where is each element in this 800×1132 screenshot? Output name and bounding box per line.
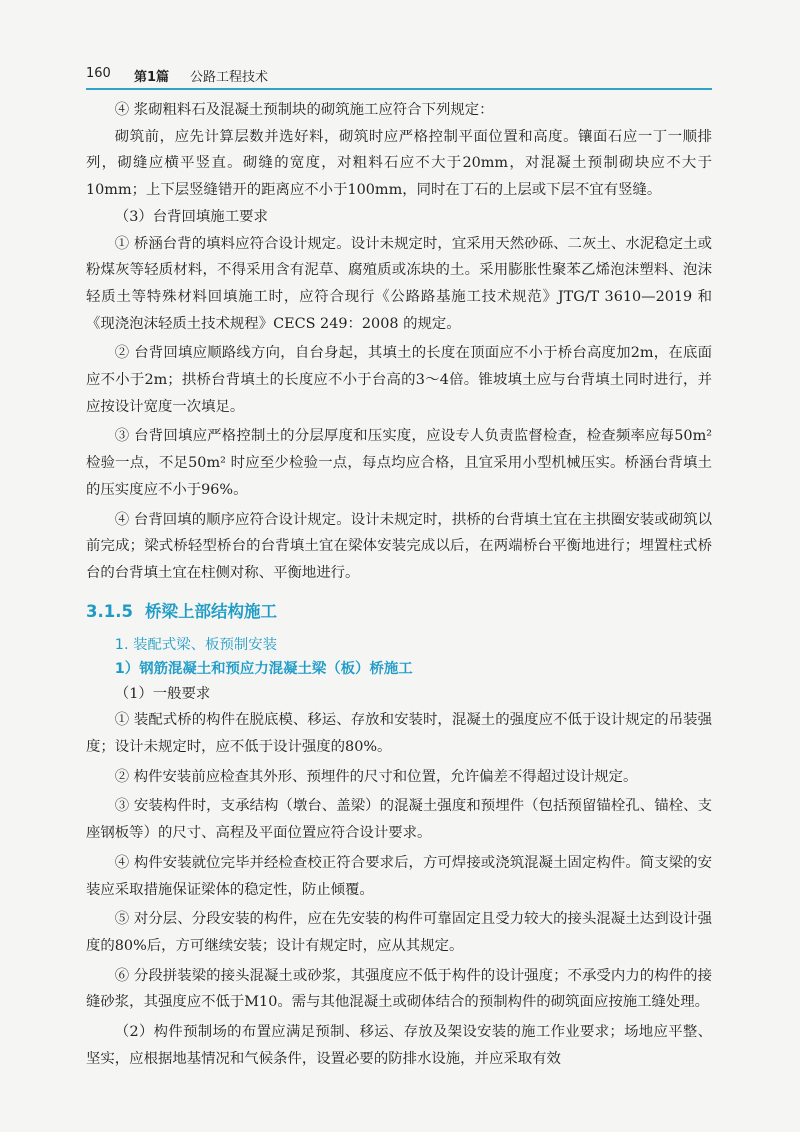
subsection-heading: 1. 装配式梁、板预制安装 [114, 636, 278, 653]
section-heading [86, 599, 712, 625]
paragraph: ④ 构件安装就位完毕并经检查校正符合要求后，方可焊接或浇筑混凝土固定构件。简支梁的安装应采取措施保证梁体的稳定性，防止倾覆。 [86, 854, 712, 898]
document-body [86, 97, 712, 1073]
paragraph: （1）一般要求 [114, 685, 211, 702]
paragraph: ③ 台背回填应严格控制土的分层厚度和压实度，应设专人负责监督检查，检查频率应每50m² 检验一点，不足50m² 时应至少检验一点，每点均应合格，且宜采用小型机械压实。桥涵台背填土的压实度应不小于96%。 [86, 428, 712, 498]
header-title: 公路工程技术 [190, 70, 269, 85]
paragraph: ③ 安装构件时，支承结构（墩台、盖梁）的混凝土强度和预埋件（包括预留锚栓孔、锚栓、支座钢板等）的尺寸、高程及平面位置应符合设计要求。 [86, 798, 712, 842]
page-number: 160 [86, 66, 111, 81]
part-label: 第1篇 [134, 70, 170, 85]
paragraph: （3）台背回填施工要求 [114, 208, 268, 225]
paragraph: 砌筑前，应先计算层数并选好料，砌筑时应严格控制平面位置和高度。镶面石应一丁一顺排列，砌缝应横平竖直。砌缝的宽度，对粗料石应不大于20mm，对混凝土预制砌块应不大于10mm；上下层竖缝错开的距离应不小于100mm，同时在丁石的上层或下层不宜有竖缝。 [86, 128, 712, 199]
paragraph: （2）构件预制场的布置应满足预制、移运、存放及架设安装的施工作业要求；场地应平整、坚实，应根据地基情况和气候条件，设置必要的防排水设施，并应采取有效 [86, 1024, 712, 1067]
paragraph: ② 台背回填应顺路线方向，自台身起，其填土的长度在顶面应不小于桥台高度加2m，在底面应不小于2m；拱桥台背填土的长度应不小于台高的3～4倍。锥坡填土应与台背填土同时进行，并应按设计宽度一次填足。 [86, 345, 712, 415]
subsubsection-heading: 1）钢筋混凝土和预应力混凝土梁（板）桥施工 [114, 660, 413, 677]
section-title: 桥梁上部结构施工 [144, 601, 277, 621]
running-header [86, 66, 712, 86]
paragraph: ④ 浆砌粗料石及混凝土预制块的砌筑施工应符合下列规定： [114, 102, 494, 118]
paragraph: ① 桥涵台背的填料应符合设计规定。设计未规定时，宜采用天然砂砾、二灰土、水泥稳定土或粉煤灰等轻质材料，不得采用含有泥草、腐殖质或冻块的土。采用膨胀性聚苯乙烯泡沫塑料、泡沫轻质土等特殊材料回填施工时，应符合现行《公路路基施工技术规范》JTG/T 3610—2019 和《现浇泡沫轻质土技术规程》CECS 249：2008 的规定。 [86, 235, 712, 332]
paragraph: ④ 台背回填的顺序应符合设计规定。设计未规定时，拱桥的台背填土宜在主拱圈安装或砌筑以前完成；梁式桥轻型桥台的台背填土宜在梁体安装完成以后，在两端桥台平衡地进行；埋置柱式桥台的台背填土宜在柱侧对称、平衡地进行。 [86, 511, 712, 581]
section-number: 3.1.5 [86, 601, 133, 621]
paragraph: ⑤ 对分层、分段安装的构件，应在先安装的构件可靠固定且受力较大的接头混凝土达到设计强度的80%后，方可继续安装；设计有规定时，应从其规定。 [86, 911, 712, 954]
paragraph: ⑥ 分段拼装梁的接头混凝土或砂浆，其强度应不低于构件的设计强度；不承受内力的构件的接缝砂浆，其强度应不低于M10。需与其他混凝土或砌体结合的预制构件的砌筑面应按施工缝处理。 [86, 967, 712, 1011]
paragraph: ① 装配式桥的构件在脱底模、移运、存放和安装时，混凝土的强度应不低于设计规定的吊装强度；设计未规定时，应不低于设计强度的80%。 [86, 712, 712, 756]
paragraph: ② 构件安装前应检查其外形、预埋件的尺寸和位置，允许偏差不得超过设计规定。 [114, 768, 638, 785]
header-rule [86, 88, 712, 90]
